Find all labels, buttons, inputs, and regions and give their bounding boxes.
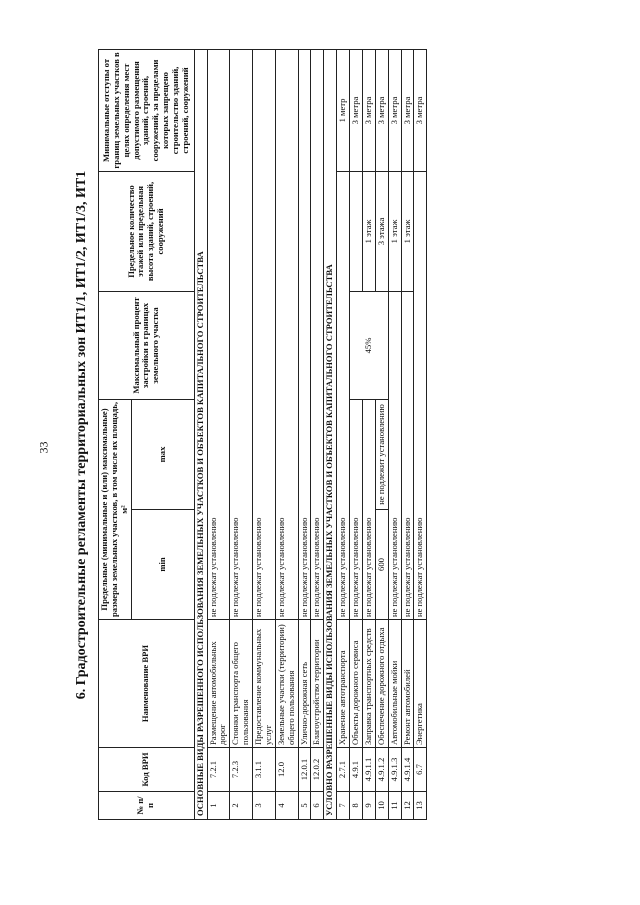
section-main: ОСНОВНЫЕ ВИДЫ РАЗРЕШЕННОГО ИСПОЛЬЗОВАНИЯ ЗЕМЕЛЬНЫХ УЧАСТКОВ И ОБЪЕКТОВ КАПИТАЛЬНОГО СТРОИТЕЛЬСТВА <box>194 49 207 819</box>
row-num: 7 <box>337 792 350 820</box>
row-name: Предоставление коммунальных услуг <box>253 620 276 748</box>
row-num: 9 <box>362 792 375 820</box>
table-row <box>414 49 427 819</box>
row-code: 7.2.3 <box>230 748 253 792</box>
row-setback: 3 метра <box>401 49 414 171</box>
row-floors: 1 этаж <box>388 171 401 291</box>
header-setback: Минимальные отступы от границ земельных участков в целях определения мест допустимого размещения зданий, строений, сооружений, за пределами которых запрещено строительство зданий, строений, сооружений <box>99 49 195 171</box>
table-row <box>337 49 350 819</box>
row-name: Благоустройство территории <box>311 620 324 748</box>
page-number: 33 <box>36 441 51 454</box>
row-name: Ремонт автомобилей <box>401 620 414 748</box>
row-code: 12.0 <box>275 748 298 792</box>
header-floors: Предельное количество этажей или предельная высота зданий, строений, сооружений <box>99 171 195 291</box>
row-num: 3 <box>253 792 276 820</box>
header-max: max <box>131 399 194 509</box>
row-num: 11 <box>388 792 401 820</box>
table-row <box>311 49 324 819</box>
row-code: 7.2.1 <box>207 748 230 792</box>
table-row <box>275 49 298 819</box>
row-name: Хранение автотранспорта <box>337 620 350 748</box>
row-code: 12.0.1 <box>298 748 311 792</box>
row-num: 13 <box>414 792 427 820</box>
table-row <box>401 49 414 819</box>
rotated-page-content <box>70 50 610 820</box>
row-num: 2 <box>230 792 253 820</box>
header-name: Наименование ВРИ <box>99 620 195 748</box>
row-code: 2.7.1 <box>337 748 350 792</box>
row-percent: 45% <box>350 291 389 399</box>
table-row <box>388 49 401 819</box>
row-not-set: не подлежат установлению <box>388 291 401 619</box>
table-row <box>298 49 311 819</box>
row-code: 3.1.1 <box>253 748 276 792</box>
header-num: № п/п <box>99 792 195 820</box>
row-floors-empty <box>350 171 363 291</box>
row-num: 12 <box>401 792 414 820</box>
row-name: Размещение автомобильных дорог <box>207 620 230 748</box>
row-setback: 1 метр <box>337 49 350 171</box>
table-row <box>362 49 375 819</box>
row-name: Заправка транспортных средств <box>362 620 375 748</box>
section-cond-row <box>324 49 337 819</box>
row-name: Обеспечение дорожного отдыха <box>375 620 388 748</box>
table-row <box>253 49 276 819</box>
table-row <box>375 49 388 819</box>
row-not-set: не подлежат установлению <box>337 171 350 619</box>
row-not-set: не подлежат установлению <box>275 49 298 619</box>
header-row <box>99 49 132 819</box>
row-min: 600 <box>375 510 388 620</box>
row-num: 8 <box>350 792 363 820</box>
row-name: Автомобильные мойки <box>388 620 401 748</box>
row-name: Земельные участки (территории) общего пользования <box>275 620 298 748</box>
row-num: 1 <box>207 792 230 820</box>
row-code: 4.9.1 <box>350 748 363 792</box>
row-name: Стоянки транспорта общего пользования <box>230 620 253 748</box>
row-not-set: не подлежат установлению <box>253 49 276 619</box>
row-code: 4.9.1.1 <box>362 748 375 792</box>
row-num: 10 <box>375 792 388 820</box>
row-name: Энергетика <box>414 620 427 748</box>
row-setback: 3 метра <box>375 49 388 171</box>
section-conditional: УСЛОВНО РАЗРЕШЕННЫЕ ВИДЫ ИСПОЛЬЗОВАНИЯ ЗЕМЕЛЬНЫХ УЧАСТКОВ И ОБЪЕКТОВ КАПИТАЛЬНОГО СТРОИТЕЛЬСТВА <box>324 49 337 819</box>
header-min: min <box>131 510 194 620</box>
row-floors: 1 этаж <box>401 171 414 291</box>
row-num: 4 <box>275 792 298 820</box>
row-not-set: не подлежат установлению <box>230 49 253 619</box>
row-not-set: не подлежат установлению <box>207 49 230 619</box>
header-size: Предельные (минимальные и (или) максимальные) размеры земельных участков, в том числе их площадь, м² <box>99 399 132 619</box>
page-title: 6. Градостроительные регламенты территориальных зон ИТ1/1, ИТ1/2, ИТ1/3, ИТ1 <box>74 170 89 700</box>
row-code: 6.7 <box>414 748 427 792</box>
row-setback: 3 метра <box>388 49 401 171</box>
row-not-set: не подлежат установлению <box>414 171 427 619</box>
table-row <box>230 49 253 819</box>
header-percent: Максимальный процент застройки в границах земельного участка <box>99 291 195 399</box>
row-not-set: не подлежат установлению <box>401 291 414 619</box>
row-not-set: не подлежат установлению <box>298 49 311 619</box>
row-name: Объекты дорожного сервиса <box>350 620 363 748</box>
row-num: 5 <box>298 792 311 820</box>
row-not-set: не подлежат установлению <box>350 399 363 619</box>
row-code: 12.0.2 <box>311 748 324 792</box>
table-row <box>207 49 230 819</box>
row-code: 4.9.1.4 <box>401 748 414 792</box>
row-not-set: не подлежат установлению <box>311 49 324 619</box>
row-num: 6 <box>311 792 324 820</box>
row-not-set: не подлежат установлению <box>362 399 375 619</box>
header-code: Код ВРИ <box>99 748 195 792</box>
row-floors: 3 этажа <box>375 171 388 291</box>
row-setback: 3 метра <box>350 49 363 171</box>
row-code: 4.9.1.3 <box>388 748 401 792</box>
row-name: Улично-дорожная сеть <box>298 620 311 748</box>
row-code: 4.9.1.2 <box>375 748 388 792</box>
regulations-table <box>98 49 427 820</box>
row-max: не подлежит установлению <box>375 399 388 509</box>
section-main-row <box>194 49 207 819</box>
row-floors: 1 этаж <box>362 171 375 291</box>
row-setback: 3 метра <box>414 49 427 171</box>
row-setback: 3 метра <box>362 49 375 171</box>
table-row <box>350 49 363 819</box>
